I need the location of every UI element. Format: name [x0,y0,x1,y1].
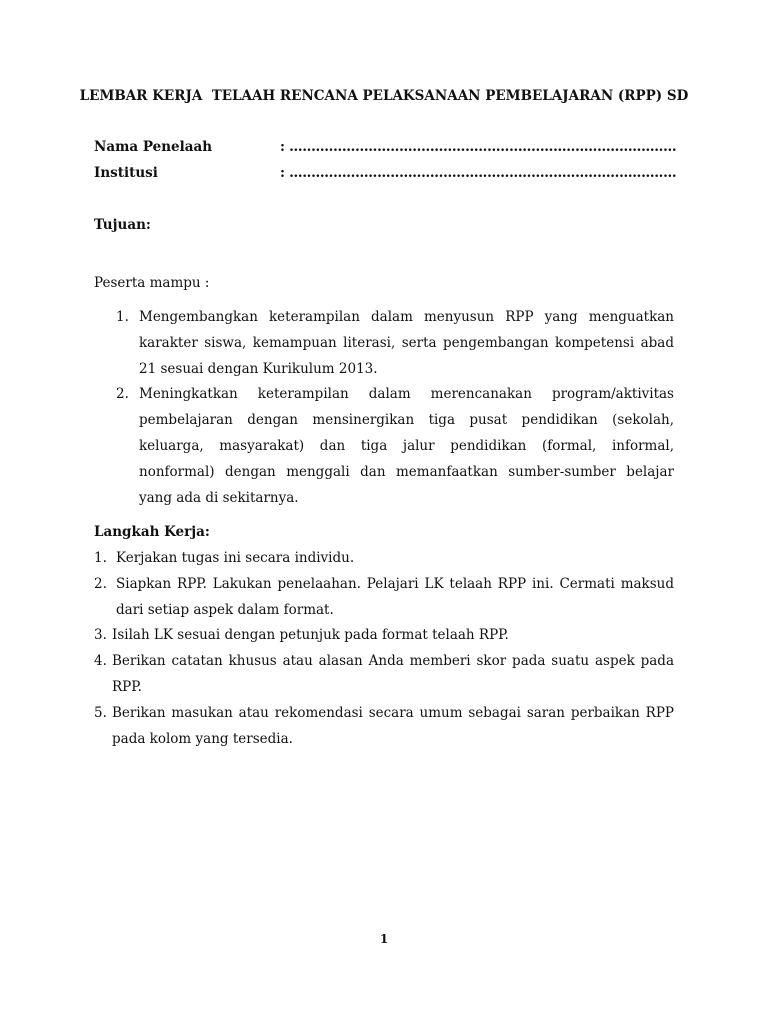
page-number: 1 [379,932,389,946]
list-item [116,382,674,511]
list-item [94,623,674,649]
field-nama-penelaah [94,139,676,155]
intro-text: Peserta mampu : [94,275,210,291]
list-item [94,701,674,753]
tujuan-heading: Tujuan: [94,217,151,233]
list-text: Isilah LK sesuai dengan petunjuk pada format telaah RPP. [112,627,509,644]
list-item [116,305,674,382]
field-label: Nama Penelaah [94,139,213,155]
list-text: Meningkatkan keterampilan dalam merencanakan program/aktivitas pembelajaran dengan mensinergikan tiga pusat pendidikan (sekolah, keluarga, masyarakat) dan tiga jalur pendidikan (formal, informal, nonformal) dengan menggali dan memanfaatkan sumber-sumber belajar yang ada di sekitarnya. [139,386,674,506]
field-label: Institusi [94,165,158,181]
langkah-kerja-heading: Langkah Kerja: [94,524,210,540]
list-number: 1. [94,550,107,566]
field-value-line: : ........................................................................................ [280,165,677,181]
list-item [94,572,674,624]
field-institusi [94,165,676,181]
list-text: Berikan masukan atau rekomendasi secara umum sebagai saran perbaikan RPP pada kolom yang tersedia. [112,704,674,747]
list-text: Siapkan RPP. Lakukan penelaahan. Pelajari LK telaah RPP ini. Cermati maksud dari setiap aspek dalam format. [116,575,674,618]
list-number: 4. [94,653,107,670]
list-number: 1. [116,309,129,325]
list-number: 5. [94,704,107,721]
list-text: Kerjakan tugas ini secara individu. [116,550,355,566]
list-item [94,546,674,572]
document-title: LEMBAR KERJA TELAAH RENCANA PELAKSANAAN PEMBELAJARAN (RPP) SD [79,88,689,104]
list-number: 3. [94,627,107,644]
list-text: Berikan catatan khusus atau alasan Anda memberi skor pada suatu aspek pada RPP. [112,653,674,695]
list-text: Mengembangkan keterampilan dalam menyusun RPP yang menguatkan karakter siswa, kemampuan literasi, serta pengembangan kompetensi abad 21 sesuai dengan Kurikulum 2013. [139,309,674,377]
list-number: 2. [94,575,107,592]
list-number: 2. [116,386,129,403]
field-value-line: : ........................................................................................ [280,139,677,155]
steps-list [94,546,674,752]
list-item [94,649,674,701]
objectives-list [116,305,674,511]
